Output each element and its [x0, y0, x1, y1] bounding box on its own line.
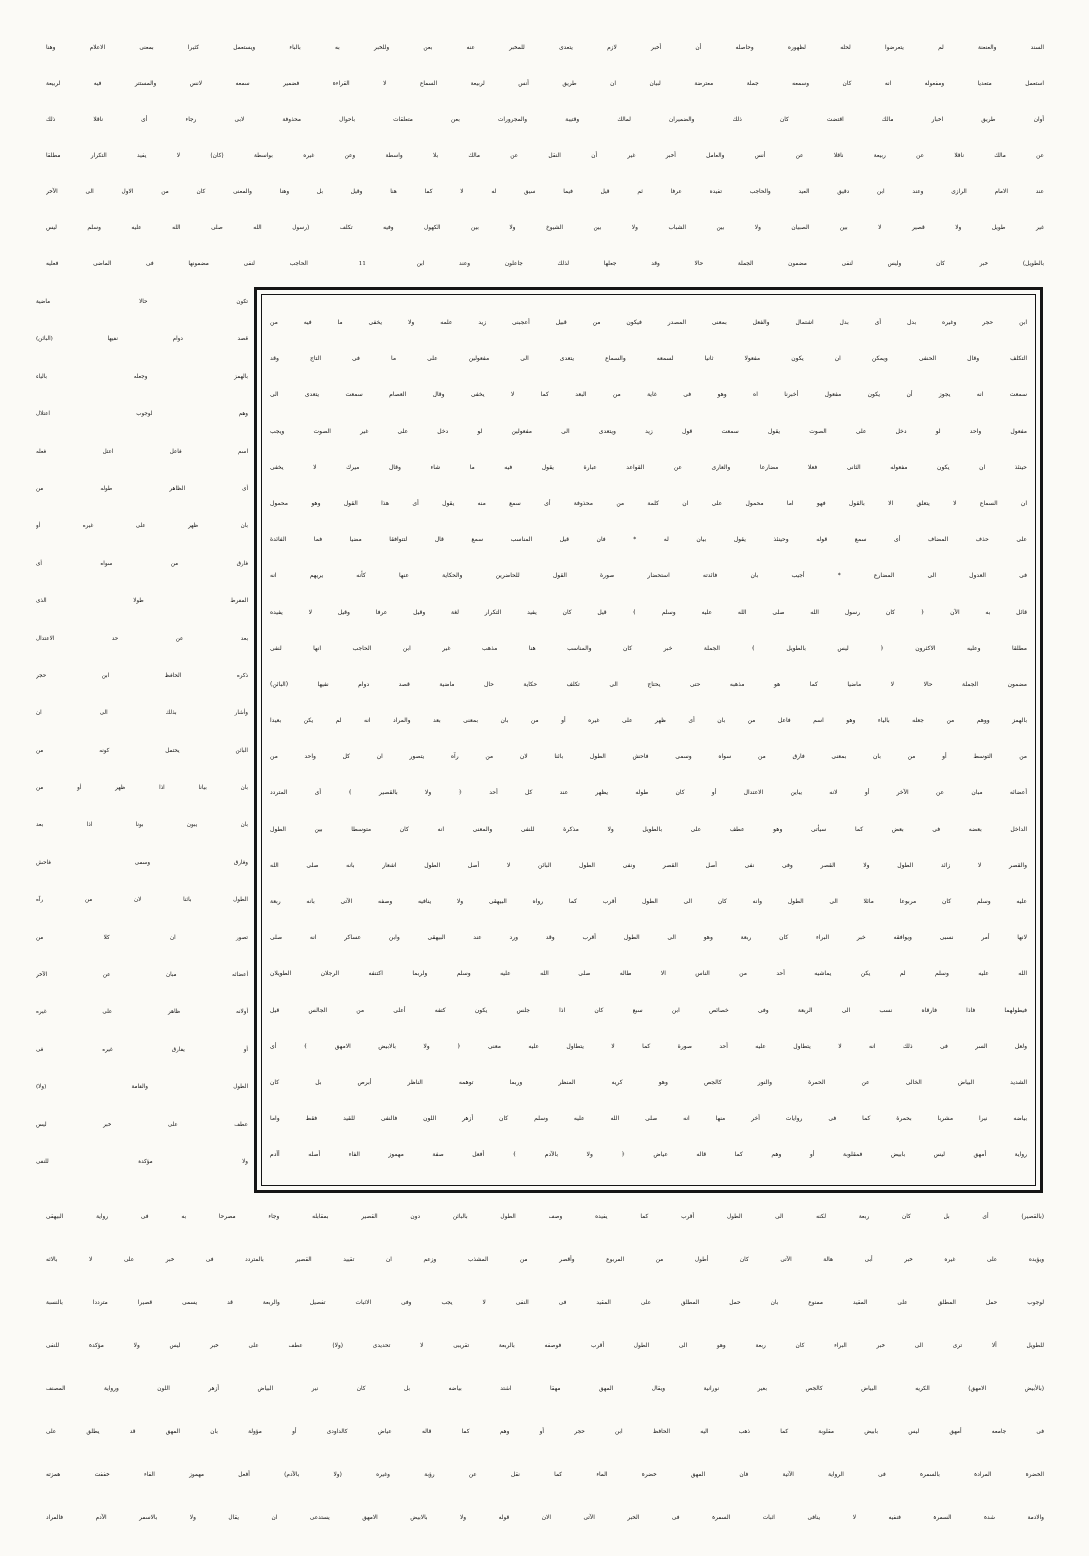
framed-text-line: الداخل بعضه فى بعض كما سيأتى وهو عطف على بالطويل ولا مذكرة للنفى والمعنى انه كان متوسطا بين الطول [270, 825, 1027, 833]
framed-text-line: مفعول واحد لو دخل على الصوت يقول سمعت قول زيد ويتعدى الى مفعولين لو دخل على غير الصوت ويجب [270, 427, 1027, 435]
top-commentary-block [46, 30, 1044, 282]
margin-text-line: بان ظهر على غيره أو [36, 523, 248, 530]
framed-text-line: التكلف وقال الحنفى ويمكن ان يكون مفعولا ثانيا لسمعه والسماع يتعدى الى مفعولين على ما فى التاج وقد [270, 355, 1027, 363]
commentary-frame [254, 287, 1043, 1193]
margin-text-line: المفرط طولا الذى [36, 598, 248, 605]
bottom-text-line: فى جامعه أمهق ليس بابيض مقلوبة كما ذهب اليه الحافظ ابن حجر أو وهم كما قاله عياض كالداودى أو مؤولة بان المهق قد يطلق على [46, 1429, 1044, 1435]
margin-text-line: أى الظاهر طوله من [36, 485, 248, 492]
margin-text-line: تصور ان كلا من [36, 934, 248, 941]
margin-text-line: ولا مؤكدة للنفى [36, 1158, 248, 1165]
margin-text-line: فارق من سواه أى [36, 560, 248, 567]
framed-text-line: مطلقا وعليه الاكثرون ﴿ ليس بالطويل ﴾ الجملة خبر كان والمناسب هنا مذهب غير ابن الحاجب انها لنفى [270, 644, 1027, 652]
framed-text-line: بياضه نيرا مشربا بحمرة كما فى روايات أخر منها انه صلى الله عليه وسلم كان أزهر اللون فالنفى للقيد فقط واما [270, 1115, 1027, 1123]
margin-text-line: الطول والقامة (ولا) [36, 1084, 248, 1091]
bottom-text-line: (بالقصير) أى بل كان ربعة لكنه الى الطول أقرب كما يفيده وصف الطول بالبائن دون القصير بمقابله وجاء مصرحا به فى رواية البيهقى [46, 1214, 1044, 1220]
margin-text-line: البائن يحتمل كونه من [36, 747, 248, 754]
framed-text-line: من التوسط أو من بان بمعنى فارق من سواه وسمى فاحش الطول بائنا لان من رآه يتصور ان كل واحد من [270, 753, 1027, 761]
top-text-line: عند الامام الرازى وعند ابن دقيق العيد والحاجب تفيده عرفا ثم قيل فيما سيق له لا كما هنا وقيل بل وهنا والمعنى كان من الاول الى الآخر [46, 189, 1044, 195]
page-number: 11 [358, 261, 366, 267]
margin-text-line: وهم لوجوب اعتلال [36, 411, 248, 418]
margin-text-line: اسم فاعل اعتل فعله [36, 448, 248, 455]
margin-text-line: قصد دوام نفيها (البائن) [36, 336, 248, 343]
margin-text-line: بان يبون بونا اذا بعد [36, 822, 248, 829]
framed-text-line: والقصر لا زائد الطول ولا القصر وفى نفى أصل القصر ونفى الطول البائن لا أصل الطول اشعار بانه صلى الله [270, 861, 1027, 869]
margin-text-line: أولانه ظاهر على غيره [36, 1009, 248, 1016]
top-text-line: استعمل متعديا ومفعوله انه كان وسمعه جملة معترضة لبيان ان طريق أنس لربيعة السماع لا القراءة فضمير سمعه لانس والمستتر فيه لربيعة [46, 81, 1044, 87]
framed-text-line: مضمون الجملة حالا لا ماضيا كما هو مذهبه حتى يحتاج الى تكلف حكاية حال ماضية قصد دوام نفيها (البائن) [270, 680, 1027, 688]
margin-text-line: بعد عن حد الاعتدال [36, 635, 248, 642]
framed-text-line: ابن حجر وغيره بدل أى بدل اشتمال والفعل بمعنى المصدر فيكون من قبيل أعجبنى زيد علمه ولا يخفى ما فيه من [270, 319, 1027, 326]
top-text-line: السند والعنعنة لم يتعرضوا لحله لظهوره وحاصله أن أخبر لازم يتعدى للمخبر عنه بعن وللخبر به بالباء ويستعمل كثيرا بمعنى الاعلام وهنا [46, 45, 1044, 51]
framed-text-line: الشديد البياض الخالى عن الحمرة والنور كالجص وهو كريه المنظر وربما توهمه الناظر أبرص بل كان [270, 1078, 1027, 1086]
framed-text-line: فى العدول الى المضارع * أجيب بان فائدته استحضار صورة القول للحاضرين والحكاية عنها كأنه يريهم انه [270, 572, 1027, 580]
top-text-segment: الحاجب لنفى مضمونها فى الماضى فعليه [46, 261, 308, 267]
margin-commentary-column [36, 284, 248, 1181]
margin-text-line: أو يفارق غيره فى [36, 1046, 248, 1053]
margin-text-line: وأشار بذلك الى ان [36, 710, 248, 717]
framed-text-line: فيطولهما فاذا فارقاه نسب الى الربعة وفى خصائص ابن سبع كان اذا جلس يكون كتفه أعلى من الجالس قيل [270, 1006, 1027, 1014]
margin-text-line: أعضائه مبان عن الآخر [36, 972, 248, 979]
top-text-segment: بالطويل) خبر كان وليس لنفى مضمون الجملة حالا وقد جعلها لذلك جاعلون وعند ابن [416, 261, 1044, 267]
top-text-line: عن مالك ناقلا عن ربيعة ناقلا عن أنس والعامل أخبر غير أن النقل عن مالك بلا واسطة وعن غيره بواسطة (كان) لا يفيد التكرار مطلقا [46, 153, 1044, 159]
bottom-text-line: ويؤيده على غيره خبر أبى هالة الآتى كان أطول من المربوع وأقصر من المشذب وزعم ان تقييد القصير بالمتردد فى خبر على لا بالائه [46, 1257, 1044, 1263]
bottom-text-line: (بالأبيض الامهق) الكريه البياض كالجص بغير نورانية ويقال المهق مهقا اشتد بياضه بل كان نير البياض أزهر اللون ورواية المصنف [46, 1386, 1044, 1392]
framed-text-line: قائل به الآن ﴿ كان رسول الله صلى الله عليه وسلم ﴾ قيل كان يفيد التكرار لغة وقيل عرفا وقيل لا يفيده [270, 608, 1027, 616]
framed-text-line: سمعت انه يجوز أن يكون مفعول أخبرنا اه وهو فى غاية من البعد كما لا يخفى وقال العصام سمعت يتعدى الى [270, 391, 1027, 399]
framed-text-line: ان السماع لا يتعلق الا بالقول فهو اما محمول على ان كلمة من محذوفة أى سمع منه يقول أى هذا القول وهو محمول [270, 499, 1027, 507]
bottom-text-line: لوجوب حمل المطلق على المقيد ممنوع بان حمل المطلق على المقيد فى النفى لا يجب وفى الاثبات تفصيل والربعة قد يسمى قصيرا مترددا بالنسبة [46, 1300, 1044, 1306]
bottom-text-line: الخضرة المرادة بالسمرة فى الرواية الآتية فان المهق خضرة الماء كما نقل عن رؤبة وغيره (ولا بالآدم) أفعل مهموز الفاء خففت همزته [46, 1472, 1044, 1478]
margin-text-line: تكون حالا ماضية [36, 299, 248, 305]
framed-text-line: ولعل السر فى ذلك انه لا يتطاول عليه أحد صورة كما لا يتطاول عليه معنى ﴿ ولا بالابيض الامهق ﴾ أى [270, 1042, 1027, 1050]
framed-text-line: عليه وسلم كان مربوعا مائلا الى الطول وانه كان الى الطول أقرب كما رواه البيهقى ولا ينافيه وصفه الآتى بانه ربعة [270, 898, 1027, 905]
margin-text-line: بالهمز وجعله بالياء [36, 373, 248, 380]
framed-text-line: أعضائه مبان عن الآخر أو لانه يباين الاعتدال أو كان طوله يظهر عند كل أحد ﴿ ولا بالقصير ﴾ أى المتردد [270, 789, 1027, 797]
margin-text-line: الطول بائنا لان من رآه [36, 897, 248, 904]
margin-text-line: عطف على خبر ليس [36, 1121, 248, 1128]
top-text-line: غير طويل ولا قصير لا بين الصبيان ولا بين الشباب ولا بين الشيوخ ولا بين الكهول وفيه تكلف (رسول الله صلى الله عليه وسلم ليس [46, 225, 1044, 231]
commentary-frame-inner-rule [261, 294, 1036, 1186]
framed-text-line: لانها أمر نسبى ويوافقه خبر البراء كان ربعة وهو الى الطول أقرب وقد ورد عند البيهقى وابن عساكر انه صلى [270, 934, 1027, 942]
framed-text-line: بالهمز ووهم من جعله بالياء وهو اسم فاعل من بان أى ظهر على غيره أو من بان بمعنى بعد والمراد انه لم يكن بعيدا [270, 717, 1027, 725]
bottom-text-line: للطويل ألا ترى الى خبر البراء كان ربعة وهو الى الطول أقرب فوصفه بالربعة تقريبى لا تحديدى (ولا) عطف على خبر ليس ولا مؤكدة للنفى [46, 1343, 1044, 1349]
margin-text-line: ذكره الحافظ ابن حجر [36, 672, 248, 679]
framed-text-line: رواية أمهق ليس بابيض فمقلوبة أو وهم كما قاله عياض ﴿ ولا بالآدم ﴾ أفعل صفة مهموز الفاء أصله أأدم [270, 1151, 1027, 1159]
margin-text-line: بان بيانا اذا ظهر أو من [36, 785, 248, 792]
top-text-line: أوان طريق اخبار مالك اقتضت كان ذلك والضميران لمالك وقتيبة والمجرورات بعن متعلقات باحوال محذوفة لابى رجاء أى ناقلا ذلك [46, 117, 1044, 123]
framed-commentary-text [270, 305, 1027, 1174]
framed-text-line: على حذف المضاف أى سمع قوله وحينئذ يقول بيان له * فان قيل المناسب سمع قال لتتوافقا مضيا فما الفائدة [270, 536, 1027, 544]
framed-text-line: الله عليه وسلم لم يكن يماشيه أحد من الناس الا طاله صلى الله عليه وسلم ولربما اكتنفه الرجلان الطويلان [270, 970, 1027, 978]
bottom-commentary-block [46, 1196, 1044, 1540]
top-text-line-with-page-number [46, 246, 1044, 282]
framed-text-line: حينئذ ان يكون مفعوله الثانى فعلا مضارعا والعارى عن القواعد عبارة يقول فيه ما شاء وقال ميرك لا يخفى [270, 463, 1027, 471]
bottom-text-line: والادمة شدة السمرة فنفيه لا ينافى اثبات السمرة فى الخبر الآتى الان قوله ولا بالابيض الامهق يستدعى ان يقال ولا بالاسمر الآدم فالمراد [46, 1515, 1044, 1521]
margin-text-line: وفارق وسمى فاحش [36, 859, 248, 866]
